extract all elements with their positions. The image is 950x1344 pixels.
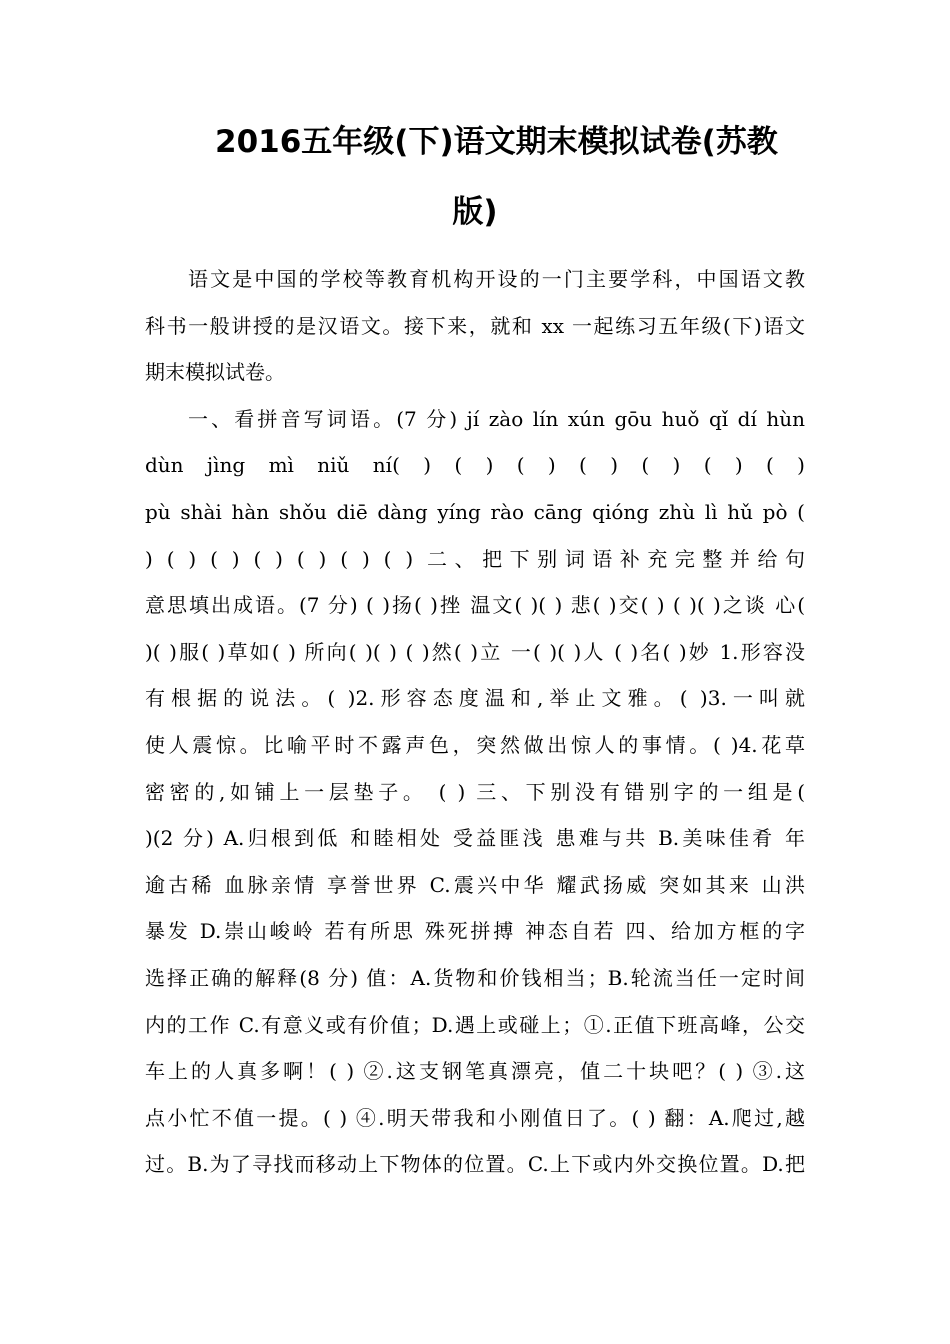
- question-line-15: 车上的人真多啊！( ) ②.这支钢笔真漂亮，值二十块吧？( ) ③.这: [145, 1059, 805, 1084]
- question-line-5: 意思填出成语。(7 分) ( )扬( )挫 温文( )( ) 悲( )交( ) ( )( )之谈 心(: [145, 593, 805, 618]
- question-line-3: pù shài hàn shǒu diē dàng yíng rào cāng qióng zhù lì hǔ pò (: [145, 500, 805, 524]
- question-line-6: )( )服( )草如( ) 所向( )( ) ( )然( )立 一( )( )人 ( )名( )妙 1.形容没: [145, 639, 805, 664]
- question-line-10: )(2 分) A.归根到低 和睦相处 受益匪浅 患难与共 B.美味佳肴 年: [145, 826, 805, 851]
- question-line-8: 使人震惊。比喻平时不露声色，突然做出惊人的事情。( )4.花草: [145, 733, 805, 757]
- question-line-16: 点小忙不值一提。( ) ④.明天带我和小刚值日了。( ) 翻：A.爬过,越: [145, 1105, 805, 1130]
- question-line-2: dùn jìng mì niǔ ní( ) ( ) ( ) ( ) ( ) ( ) ( ): [145, 453, 805, 478]
- paragraph-intro-line-2: 科书一般讲授的是汉语文。接下来，就和 xx 一起练习五年级(下)语文: [145, 313, 805, 338]
- question-line-17: 过。B.为了寻找而移动上下物体的位置。C.上下或内外交换位置。D.把: [145, 1152, 805, 1177]
- question-line-1: 一、看拼音写词语。(7 分) jí zào lín xún gōu huǒ qǐ dí hùn: [188, 406, 805, 431]
- paragraph-intro-line-1: 语文是中国的学校等教育机构开设的一门主要学科，中国语文教: [188, 267, 805, 291]
- question-line-12: 暴发 D.崇山峻岭 若有所思 殊死拼搏 神态自若 四、给加方框的字: [145, 919, 805, 944]
- question-line-11: 逾古稀 血脉亲情 享誉世界 C.震兴中华 耀武扬威 突如其来 山洪: [145, 872, 805, 897]
- question-line-4: ) ( ) ( ) ( ) ( ) ( ) ( ) 二、把下别词语补充完整并给句: [145, 546, 805, 571]
- question-line-9: 密密的,如铺上一层垫子。 ( ) 三、下别没有错别字的一组是(: [145, 779, 805, 804]
- document-title-line-2: 版): [452, 194, 498, 230]
- paragraph-intro-line-3: 期末模拟试卷。: [145, 360, 285, 385]
- document-title-line-1: 2016五年级(下)语文期末模拟试卷(苏教: [215, 124, 778, 160]
- question-line-14: 内的工作 C.有意义或有价值；D.遇上或碰上；①.正值下班高峰，公交: [145, 1012, 805, 1037]
- question-line-7: 有根据的说法。( )2.形容态度温和,举止文雅。( )3.一叫就: [145, 686, 805, 711]
- question-line-13: 选择正确的解释(8 分) 值：A.货物和价钱相当；B.轮流当任一定时间: [145, 966, 805, 990]
